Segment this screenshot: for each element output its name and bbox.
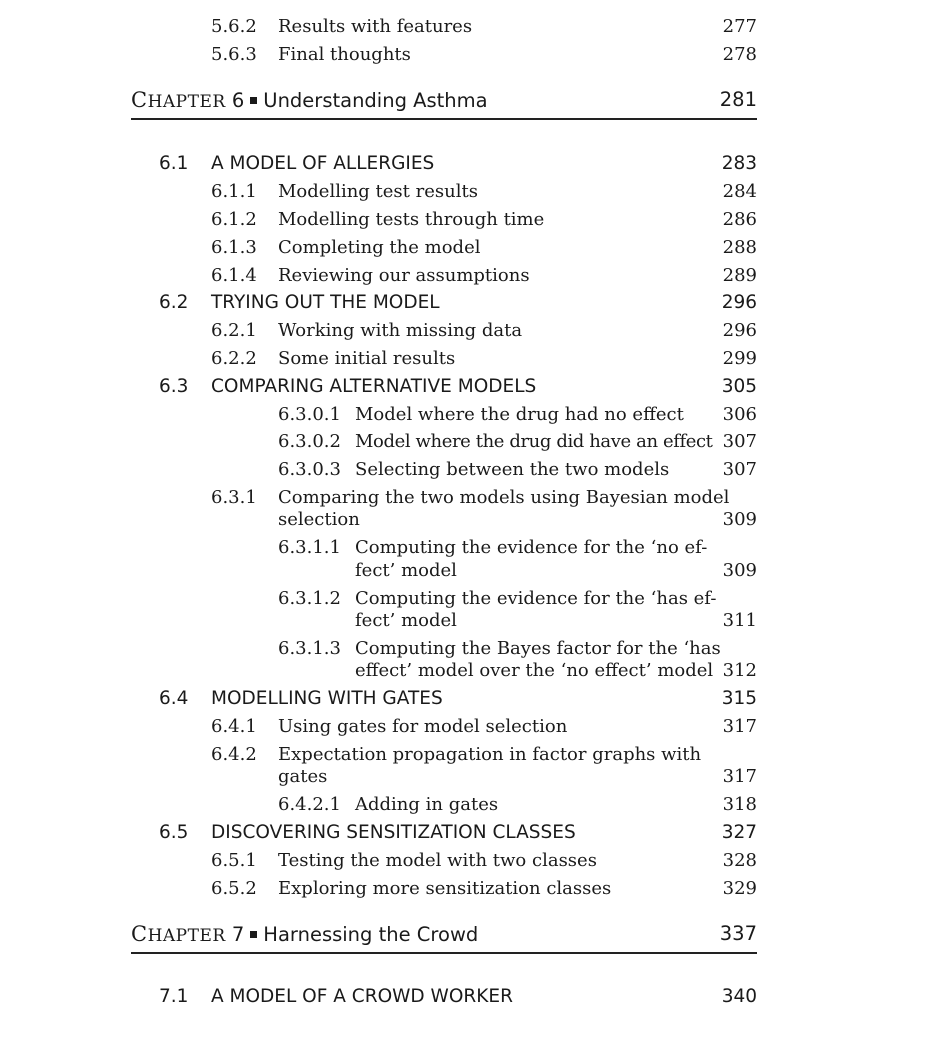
entry-number: 6.4.1	[211, 716, 257, 737]
entry-number: 6.4.2.1	[278, 794, 341, 815]
entry-number: 6.1.4	[211, 265, 257, 286]
entry-page: 288	[722, 237, 757, 258]
toc-entry[interactable]	[0, 537, 942, 583]
toc-entry[interactable]	[0, 588, 942, 634]
entry-number: 6.3.1.3	[278, 638, 341, 659]
entry-number: 6.1.1	[211, 181, 257, 202]
entry-title-line-2: fect’ model	[355, 560, 457, 581]
section-page: 296	[721, 292, 757, 313]
entry-title: Model where the drug had no effect	[355, 404, 684, 425]
entry-number: 6.5.1	[211, 850, 257, 871]
entry-page: 307	[722, 431, 757, 452]
section-page: 327	[721, 822, 757, 843]
entry-page: 318	[722, 794, 757, 815]
entry-title-line-1: Computing the Bayes factor for the ‘has	[355, 638, 721, 659]
entry-number: 6.1.2	[211, 209, 257, 230]
entry-title-line-1: Comparing the two models using Bayesian model	[278, 487, 730, 508]
section-number: 6.5	[159, 822, 189, 843]
entry-number: 6.2.1	[211, 320, 257, 341]
entry-page: 277	[722, 16, 757, 37]
chapter-7-heading[interactable]	[131, 922, 757, 954]
entry-title: Modelling tests through time	[278, 209, 545, 230]
section-page: 340	[721, 986, 757, 1007]
entry-title-line-1: Computing the evidence for the ‘no ef-	[355, 537, 708, 558]
entry-title: Some initial results	[278, 348, 456, 369]
section-title: A MODEL OF ALLERGIES	[211, 153, 435, 174]
entry-title-line-1: Computing the evidence for the ‘has ef-	[355, 588, 717, 609]
entry-page: 309	[722, 509, 757, 530]
entry-page: 307	[722, 459, 757, 480]
entry-number: 6.1.3	[211, 237, 257, 258]
toc-entry[interactable]	[0, 487, 942, 533]
chapter-word: CHAPTER	[131, 88, 226, 112]
chapter-title: Harnessing the Crowd	[263, 923, 479, 946]
section-title: COMPARING ALTERNATIVE MODELS	[211, 376, 537, 397]
entry-page: 278	[722, 44, 757, 65]
entry-number: 6.3.1	[211, 487, 257, 508]
chapter-6-heading[interactable]	[131, 88, 757, 120]
entry-title-line-2: gates	[278, 766, 328, 787]
entry-page: 289	[722, 265, 757, 286]
entry-number: 6.3.1.1	[278, 537, 341, 558]
entry-page: 299	[722, 348, 757, 369]
entry-title: Final thoughts	[278, 44, 411, 65]
entry-number: 6.5.2	[211, 878, 257, 899]
toc-entry[interactable]	[0, 744, 942, 790]
entry-title: Using gates for model selection	[278, 716, 568, 737]
entry-number: 6.3.0.2	[278, 431, 341, 452]
section-page: 315	[721, 688, 757, 709]
entry-number: 5.6.2	[211, 16, 257, 37]
entry-number: 6.3.0.3	[278, 459, 341, 480]
entry-page: 311	[722, 610, 757, 631]
entry-title: Modelling test results	[278, 181, 478, 202]
square-bullet-icon	[250, 931, 257, 938]
chapter-word: CHAPTER	[131, 922, 226, 946]
chapter-number: 6	[231, 89, 245, 112]
entry-page: 317	[722, 766, 757, 787]
entry-title-line-1: Expectation propagation in factor graphs with	[278, 744, 702, 765]
entry-title: Reviewing our assumptions	[278, 265, 530, 286]
chapter-page: 337	[719, 922, 757, 945]
entry-title-line-2: fect’ model	[355, 610, 457, 631]
entry-title: Selecting between the two models	[355, 459, 670, 480]
entry-page: 317	[722, 716, 757, 737]
entry-title: Model where the drug did have an effect	[355, 431, 713, 452]
section-number: 6.2	[159, 292, 189, 313]
entry-page: 296	[722, 320, 757, 341]
entry-page: 284	[722, 181, 757, 202]
section-title: TRYING OUT THE MODEL	[211, 292, 440, 313]
square-bullet-icon	[250, 97, 257, 104]
entry-page: 286	[722, 209, 757, 230]
chapter-title: Understanding Asthma	[263, 89, 488, 112]
chapter-number: 7	[231, 923, 245, 946]
entry-number: 6.2.2	[211, 348, 257, 369]
entry-page: 306	[722, 404, 757, 425]
entry-title: Testing the model with two classes	[278, 850, 597, 871]
section-number: 6.1	[159, 153, 189, 174]
section-number: 6.4	[159, 688, 189, 709]
entry-title: Working with missing data	[278, 320, 523, 341]
entry-page: 312	[722, 660, 757, 681]
entry-page: 329	[722, 878, 757, 899]
section-page: 305	[721, 376, 757, 397]
section-title: DISCOVERING SENSITIZATION CLASSES	[211, 822, 576, 843]
entry-title-line-2: effect’ model over the ‘no effect’ model	[355, 660, 714, 681]
entry-title-line-2: selection	[278, 509, 360, 530]
entry-title: Results with features	[278, 16, 473, 37]
section-title: A MODEL OF A CROWD WORKER	[211, 986, 513, 1007]
entry-title: Adding in gates	[355, 794, 499, 815]
entry-number: 5.6.3	[211, 44, 257, 65]
entry-page: 328	[722, 850, 757, 871]
section-title: MODELLING WITH GATES	[211, 688, 443, 709]
entry-title: Completing the model	[278, 237, 481, 258]
section-page: 283	[721, 153, 757, 174]
entry-page: 309	[722, 560, 757, 581]
toc-entry[interactable]	[0, 638, 942, 684]
entry-number: 6.4.2	[211, 744, 257, 765]
section-number: 6.3	[159, 376, 189, 397]
section-number: 7.1	[159, 986, 189, 1007]
entry-number: 6.3.1.2	[278, 588, 341, 609]
entry-title: Exploring more sensitization classes	[278, 878, 612, 899]
chapter-page: 281	[719, 88, 757, 111]
entry-number: 6.3.0.1	[278, 404, 341, 425]
